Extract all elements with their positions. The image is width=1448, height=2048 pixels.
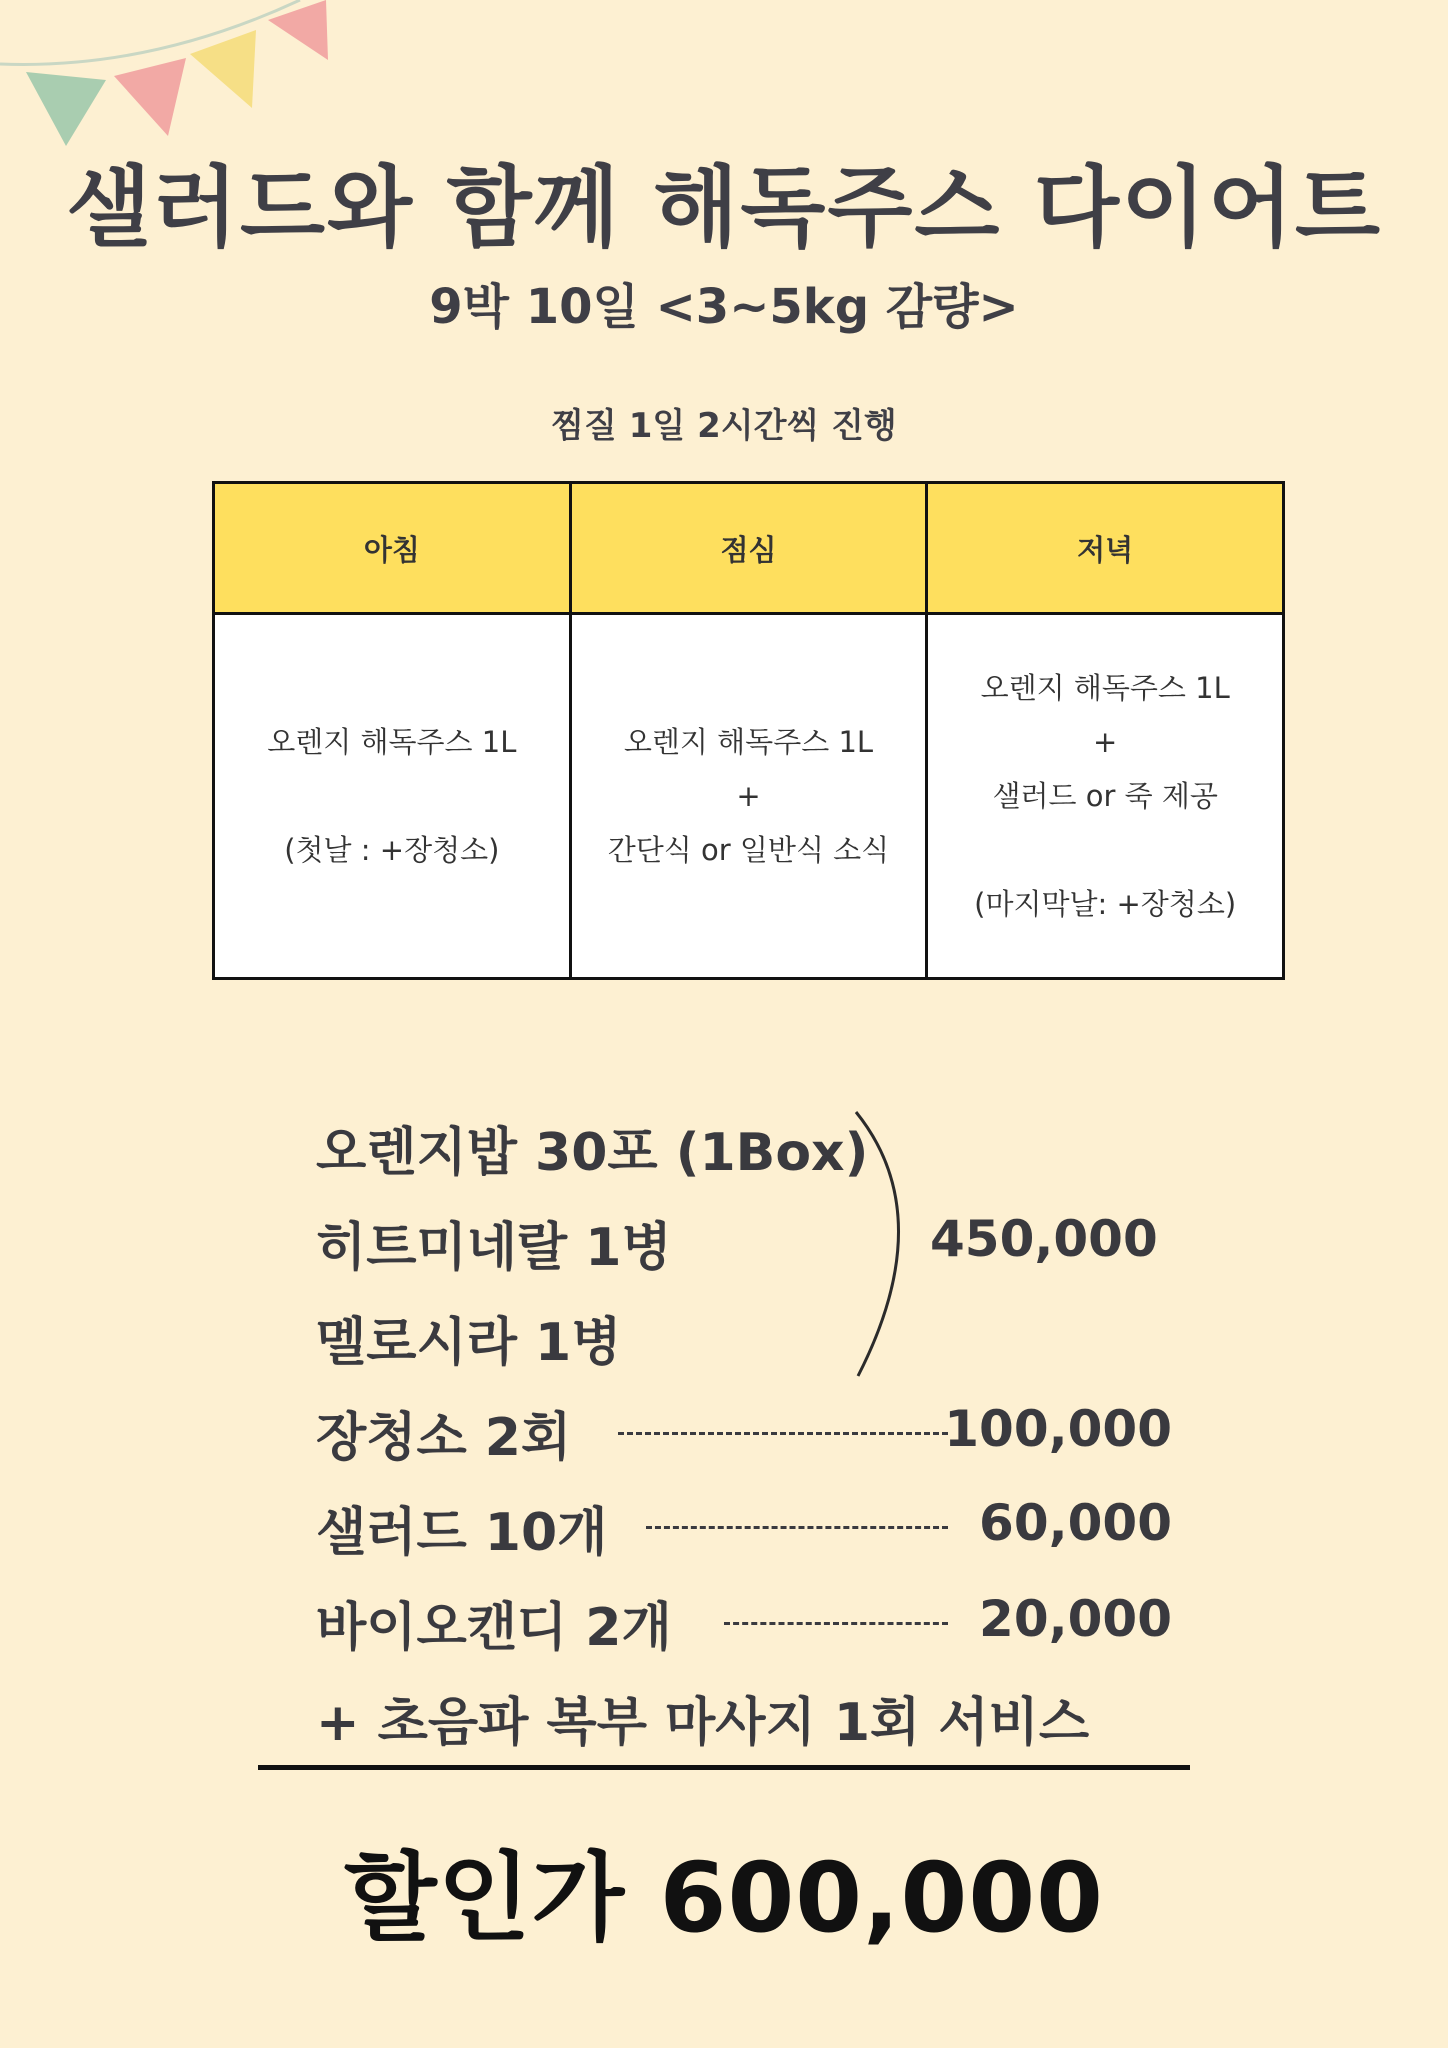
table-header-row	[214, 483, 1284, 614]
cell-dinner	[927, 614, 1284, 979]
dotted-leader	[618, 1432, 948, 1435]
lunch-line-1: 오렌지 해독주스 1L	[623, 725, 874, 759]
header-dinner: 저녁	[927, 483, 1284, 614]
service-line: + 초음파 복부 마사지 1회 서비스	[316, 1693, 1090, 1753]
addon-price: 100,000	[944, 1400, 1172, 1458]
dinner-line-1: 오렌지 해독주스 1L	[980, 671, 1230, 705]
pennant-green	[26, 72, 106, 146]
pennant-yellow	[190, 30, 256, 108]
list-item: 히트미네랄 1병	[316, 1218, 672, 1278]
list-item: 멜로시라 1병	[316, 1313, 622, 1373]
dotted-leader	[646, 1526, 948, 1529]
cell-breakfast	[214, 614, 571, 979]
header-breakfast: 아침	[214, 483, 571, 614]
lunch-line-3: 간단식 or 일반식 소식	[607, 833, 890, 867]
addon-price: 60,000	[979, 1494, 1172, 1552]
dotted-leader	[724, 1622, 948, 1625]
breakfast-line-2: (첫날 : +장청소)	[284, 833, 500, 867]
discount-price: 할인가 600,000	[344, 1842, 1104, 1954]
breakfast-line-1: 오렌지 해독주스 1L	[267, 725, 517, 759]
dinner-line-3: 샐러드 or 죽 제공	[992, 779, 1218, 813]
package-price: 450,000	[930, 1210, 1158, 1268]
lunch-line-2: +	[736, 779, 761, 813]
addon-name: 샐러드 10개	[316, 1503, 608, 1563]
list-item: 오렌지밥 30포 (1Box)	[316, 1123, 869, 1183]
dinner-line-2: +	[1093, 725, 1118, 759]
page-subtitle: 9박 10일 <3~5kg 감량>	[429, 279, 1019, 335]
addon-name: 장청소 2회	[316, 1408, 572, 1468]
package-bracket	[850, 1106, 920, 1381]
bunting-decoration	[0, 0, 340, 160]
schedule-note: 찜질 1일 2시간씩 진행	[551, 406, 897, 446]
total-divider	[258, 1765, 1190, 1770]
table-row	[214, 614, 1284, 979]
addon-name: 바이오캔디 2개	[316, 1598, 672, 1658]
meal-schedule-table	[212, 481, 1285, 980]
header-lunch: 점심	[570, 483, 927, 614]
pennant-pink	[114, 58, 186, 136]
dinner-line-4: (마지막날: +장청소)	[974, 887, 1237, 921]
cell-lunch	[570, 614, 927, 979]
page-title: 샐러드와 함께 해독주스 다이어트	[65, 156, 1383, 259]
addon-price: 20,000	[979, 1590, 1172, 1648]
